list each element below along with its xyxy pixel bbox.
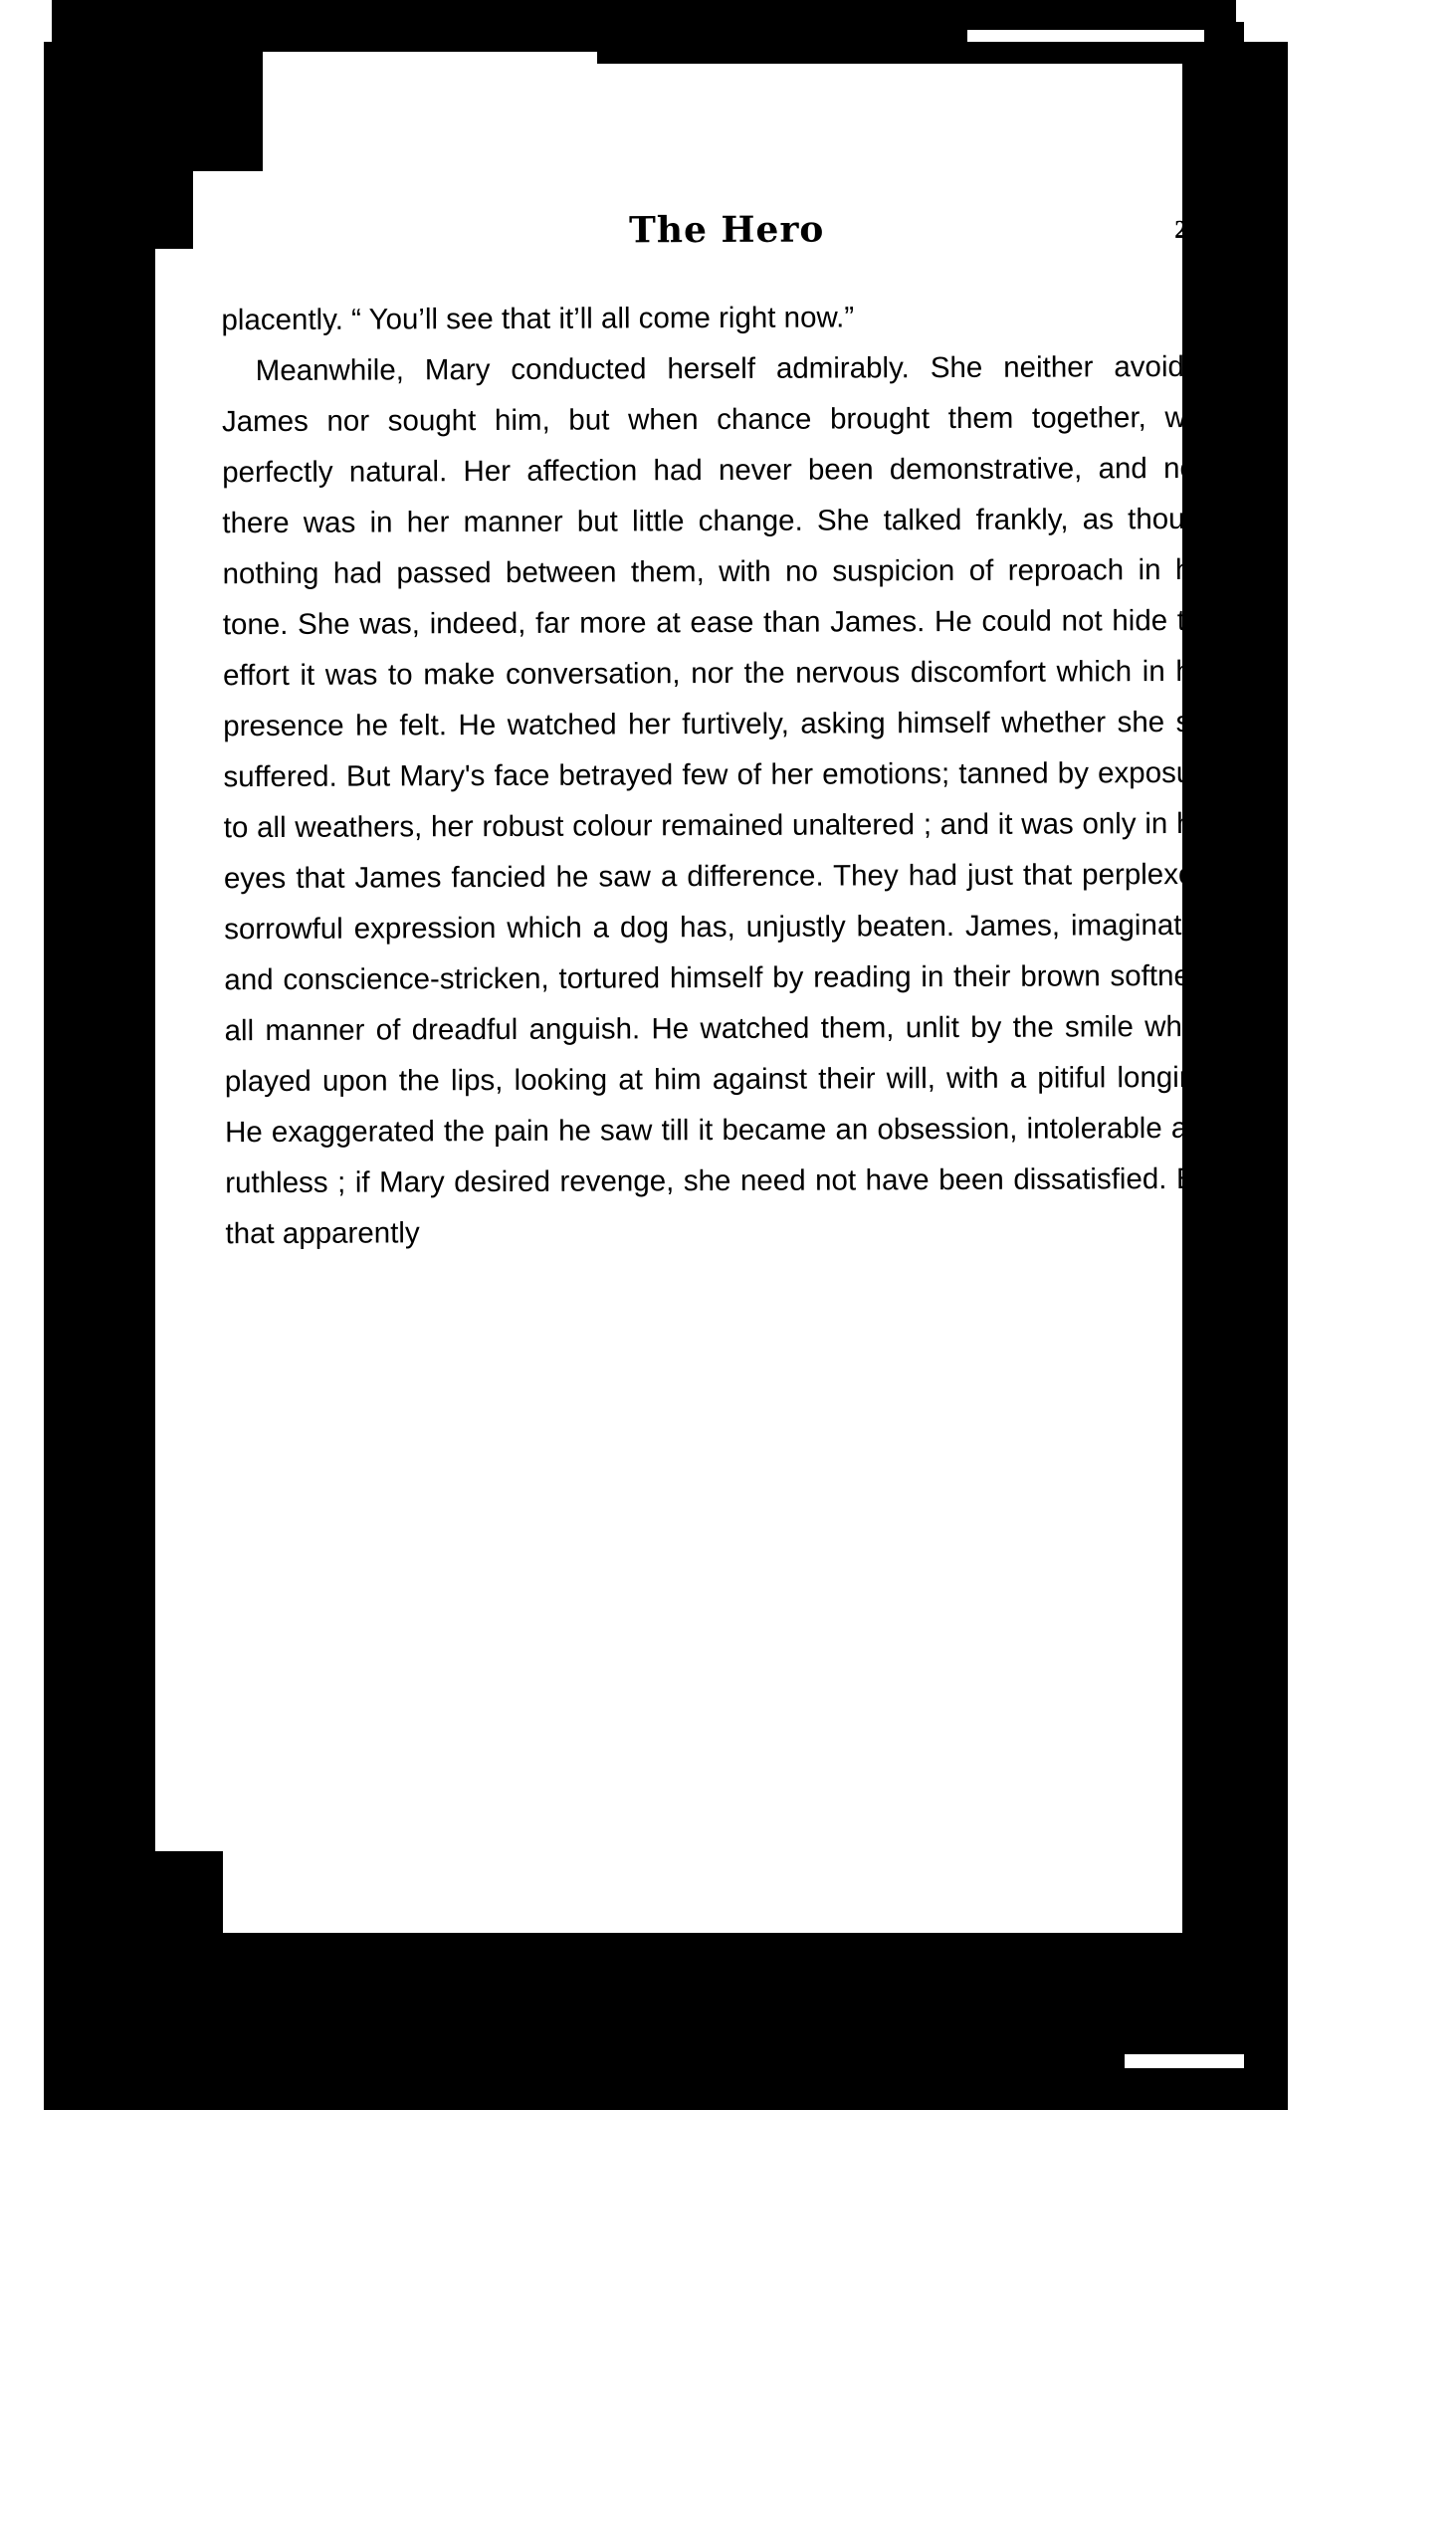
scan-artifact-left-1 [44, 159, 193, 249]
scan-mask-bottom-margin [0, 2110, 1456, 2530]
scan-artifact-bottom-bar [44, 2058, 1198, 2110]
body-text [221, 291, 1220, 1259]
page-content [221, 209, 1226, 1257]
page-number: 213 [1174, 214, 1217, 245]
scan-border-top-right [967, 0, 1236, 30]
paragraph: placently. “ You’ll see that it’ll all come right now.” [221, 301, 855, 337]
running-head: The Hero [629, 208, 825, 252]
scan-artifact-top-left [44, 42, 263, 171]
scan-artifact-top-bar [597, 42, 1274, 64]
page-header [221, 207, 1226, 277]
paragraph: Meanwhile, Mary conducted herself admirably. She neither avoided James nor sought him, but when chance brought them together, was perfectly natural. Her affection had never been demonstrative, and now there was in her manner but little change. She talked frankly, as though nothing had passed between them, with no suspicion of reproach in her tone. She was, indeed, far more at ease than James. He could not hide the effort it was to make conversation, nor the nervous discomfort which in her presence he felt. He watched her furtively, asking himself whether she still suffered. But Mary's face betrayed few of her emotions; tanned by exposure to all weathers, her robust colour remained unaltered ; and it was only in her eyes that James fancied he saw a difference. They had just that perplexed, sorrowful expression which a dog has, unjustly beaten. James, imaginative and conscience-stricken, tortured himself by reading in their brown softness all manner of dreadful anguish. He watched them, unlit by the smile which played upon the lips, looking at him against their will, with a pitiful longing. He exaggerated the pain he saw till it became an obsession, intolerable and ruthless ; if Mary desired revenge, she need not have been dissatisfied. But that apparently [221, 349, 1221, 1251]
scan-artifact-left-2 [44, 239, 155, 1851]
scan-border-top-left [52, 0, 967, 44]
scan-mask-bottom-notch [1125, 2054, 1244, 2068]
scan-mask-top-right-corner [1236, 0, 1288, 22]
